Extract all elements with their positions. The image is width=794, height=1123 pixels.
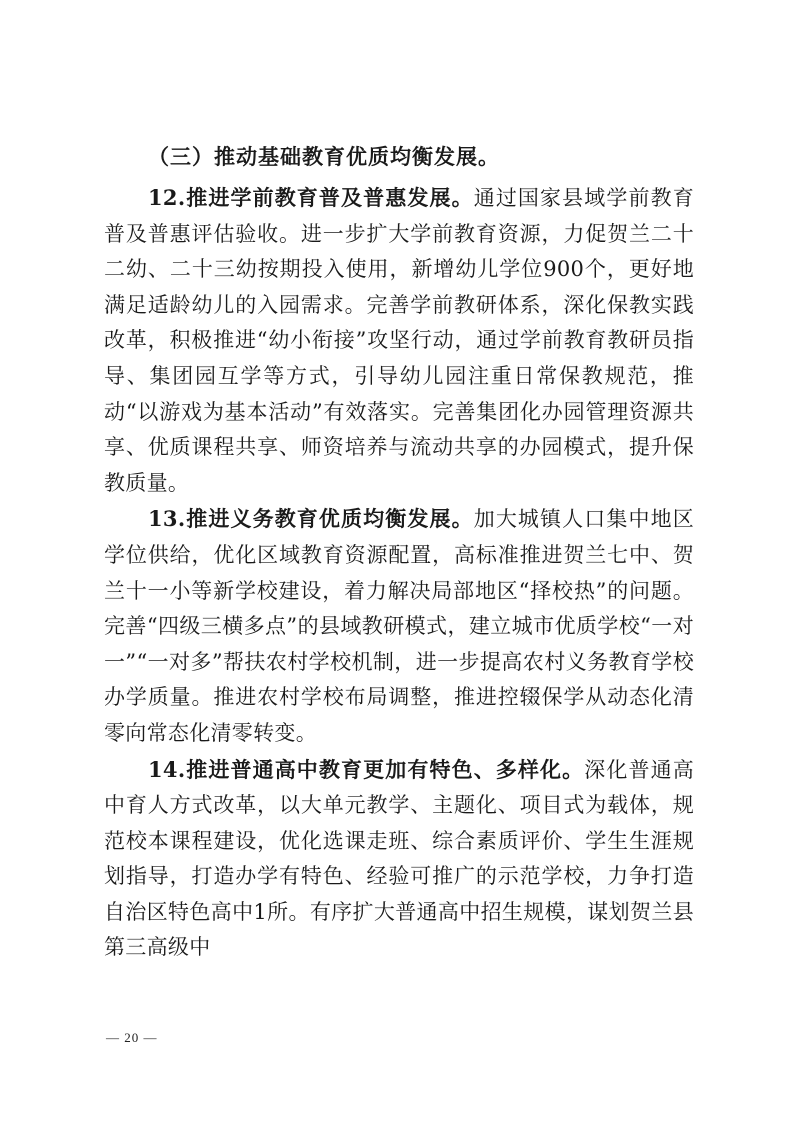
- document-body: [104, 140, 694, 966]
- paragraph-12-lead: 12.推进学前教育普及普惠发展。: [148, 185, 474, 210]
- section-heading: （三）推动基础教育优质均衡发展。: [148, 144, 500, 169]
- paragraph-13: [104, 501, 694, 751]
- paragraph-12: [104, 180, 694, 501]
- paragraph-14-body: 深化普通高中育人方式改革，以大单元教学、主题化、项目式为载体，规范校本课程建设，优化选课走班、综合素质评价、学生生涯规划指导，打造办学有特色、经验可推广的示范学校，力争打造自治区特色高中1所。有序扩大普通高中招生规模，谋划贺兰县第三高级中: [104, 757, 694, 960]
- page-number: — 20 —: [106, 1030, 158, 1045]
- paragraph-12-body: 通过国家县域学前教育普及普惠评估验收。进一步扩大学前教育资源，力促贺兰二十二幼、二十三幼按期投入使用，新增幼儿学位900个，更好地满足适龄幼儿的入园需求。完善学前教研体系，深化保教实践改革，积极推进“幼小衔接”攻坚行动，通过学前教育教研员指导、集团园互学等方式，引导幼儿园注重日常保教规范，推动“以游戏为基本活动”有效落实。完善集团化办园管理资源共享、优质课程共享、师资培养与流动共享的办园模式，提升保教质量。: [104, 186, 695, 495]
- paragraph-13-body: 加大城镇人口集中地区学位供给，优化区域教育资源配置，高标准推进贺兰七中、贺兰十一小等新学校建设，着力解决局部地区“择校热”的问题。完善“四级三横多点”的县域教研模式，建立城市优质学校“一对一”“一对多”帮扶农村学校机制，进一步提高农村义务教育学校办学质量。推进农村学校布局调整，推进控辍保学从动态化清零向常态化清零转变。: [104, 507, 695, 745]
- paragraph-13-lead: 13.推进义务教育优质均衡发展。: [148, 506, 474, 532]
- paragraph-14-lead: 14.推进普通高中教育更加有特色、多样化。: [148, 756, 585, 782]
- paragraph-14: [104, 752, 694, 967]
